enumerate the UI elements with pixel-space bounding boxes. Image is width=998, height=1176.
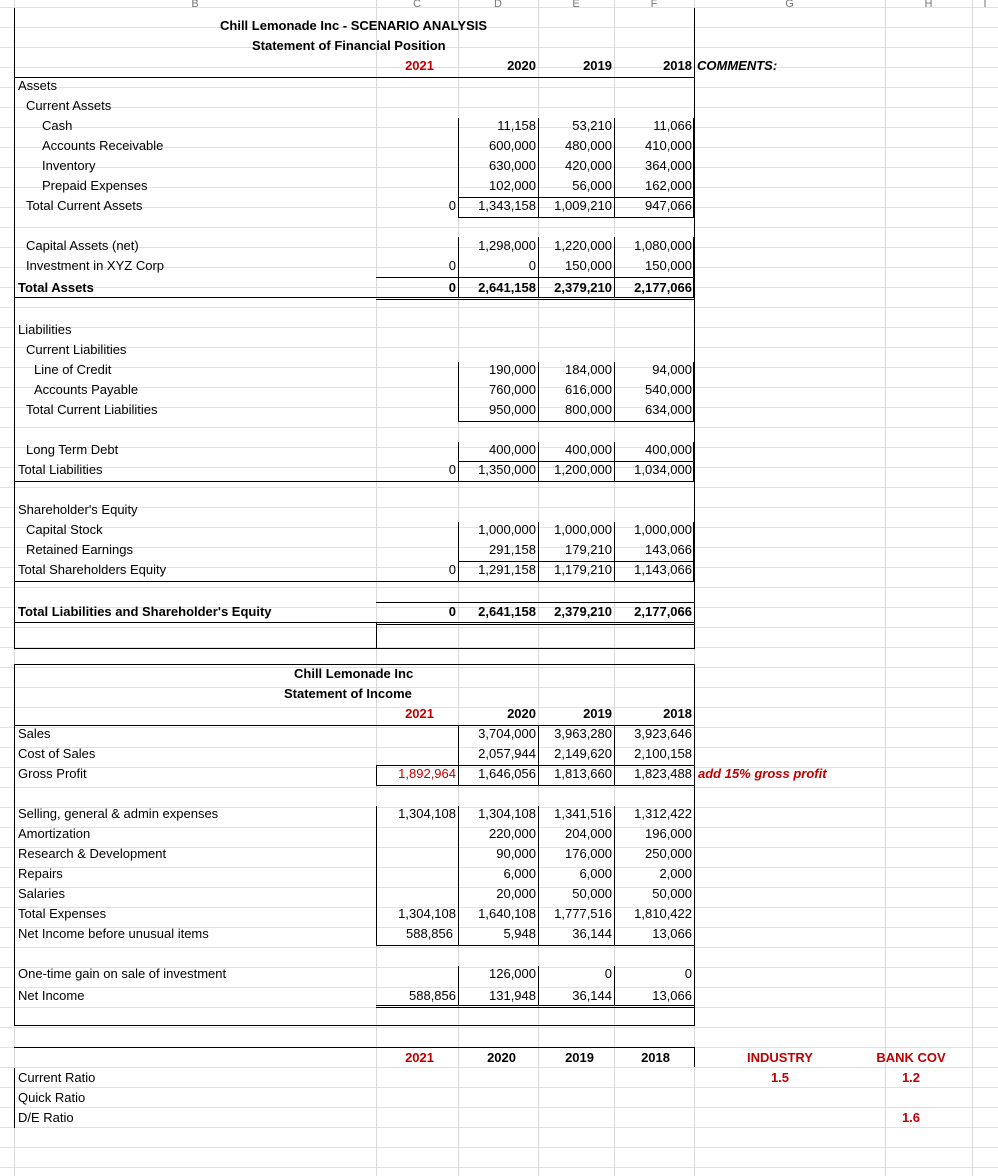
retained-2019: 179,210: [565, 542, 612, 557]
bs-title: Chill Lemonade Inc - SCENARIO ANALYSIS: [220, 18, 488, 33]
salaries-label: Salaries: [18, 886, 65, 901]
ta-2021: 0: [448, 280, 456, 295]
current-ratio-industry: 1.5: [770, 1070, 790, 1085]
loc-2018: 94,000: [652, 362, 692, 377]
amort-2019: 204,000: [565, 826, 612, 841]
ni-2020: 131,948: [489, 988, 536, 1003]
capital-stock-2020: 1,000,000: [478, 522, 536, 537]
de-ratio-bank: 1.6: [901, 1110, 921, 1125]
ni-2021: 588,856: [409, 988, 456, 1003]
inventory-2018: 364,000: [645, 158, 692, 173]
current-assets-label: Current Assets: [26, 98, 112, 113]
cos-2020: 2,057,944: [478, 746, 536, 761]
ta-top-rule: [376, 277, 694, 278]
tse-2020: 1,291,158: [478, 562, 536, 577]
tse-2019: 1,179,210: [554, 562, 612, 577]
bs-year-2018: 2018: [663, 58, 692, 73]
ratios-year-2019: 2019: [565, 1050, 594, 1065]
rd-2020: 90,000: [496, 846, 536, 861]
capital-assets-2018: 1,080,000: [634, 238, 692, 253]
tle-bottom-rule: [14, 622, 694, 623]
tle-double-rule: [376, 624, 694, 625]
ltd-box-right: [693, 442, 694, 482]
current-liabilities-label: Current Liabilities: [26, 342, 127, 357]
ta-label: Total Assets: [18, 280, 94, 295]
gp-label: Gross Profit: [18, 766, 87, 781]
sales-2018: 3,923,646: [634, 726, 692, 741]
amort-label: Amortization: [18, 826, 91, 841]
ltd-label: Long Term Debt: [26, 442, 119, 457]
ar-2018: 410,000: [645, 138, 692, 153]
tl-2020: 1,350,000: [478, 462, 536, 477]
bs-border-right: [694, 8, 695, 649]
nibui-2018: 13,066: [652, 926, 692, 941]
prepaid-2018: 162,000: [645, 178, 692, 193]
te-2018: 1,810,422: [634, 906, 692, 921]
de-ratio-label: D/E Ratio: [18, 1110, 74, 1125]
sga-2019: 1,341,516: [554, 806, 612, 821]
sga-2020: 1,304,108: [478, 806, 536, 821]
salaries-2019: 50,000: [572, 886, 612, 901]
nibui-2019: 36,144: [572, 926, 612, 941]
gp-2019: 1,813,660: [554, 766, 612, 781]
sga-2018: 1,312,422: [634, 806, 692, 821]
tse-bottom-rule: [14, 581, 694, 582]
tse-2018: 1,143,066: [634, 562, 692, 577]
column-header-d[interactable]: D: [494, 0, 502, 9]
ratios-year-2021: 2021: [405, 1050, 434, 1065]
ar-2019: 480,000: [565, 138, 612, 153]
inventory-label: Inventory: [42, 158, 96, 173]
nibui-bottom-rule: [376, 945, 694, 946]
tca-bottom-rule: [458, 217, 694, 218]
bs-header-rule: [14, 77, 694, 78]
rd-2019: 176,000: [565, 846, 612, 861]
tle-top-rule: [376, 602, 694, 603]
rd-2018: 250,000: [645, 846, 692, 861]
ni-label: Net Income: [18, 988, 85, 1003]
gp-bottom-rule: [376, 785, 694, 786]
ratios-top-rule: [14, 1047, 694, 1048]
amort-2020: 220,000: [489, 826, 536, 841]
cos-2018: 2,100,158: [634, 746, 692, 761]
investment-2018: 150,000: [645, 258, 692, 273]
capital-assets-2020: 1,298,000: [478, 238, 536, 253]
tle-2019: 2,379,210: [554, 604, 612, 619]
bs-bottom-divider: [376, 623, 377, 648]
bs-year-2020: 2020: [507, 58, 536, 73]
tcl-bottom-rule: [458, 421, 694, 422]
tcl-2020: 950,000: [489, 402, 536, 417]
te-2019: 1,777,516: [554, 906, 612, 921]
inventory-2019: 420,000: [565, 158, 612, 173]
sga-label: Selling, general & admin expenses: [18, 806, 219, 821]
ni-2018: 13,066: [652, 988, 692, 1003]
bank-cov-label: BANK COV: [876, 1050, 946, 1065]
ni-double-rule: [376, 1007, 694, 1008]
ta-2020: 2,641,158: [478, 280, 536, 295]
gain-label: One-time gain on sale of investment: [18, 966, 227, 981]
repairs-label: Repairs: [18, 866, 63, 881]
column-header-i[interactable]: I: [983, 0, 987, 9]
cos-label: Cost of Sales: [18, 746, 96, 761]
gp-comment: add 15% gross profit: [698, 766, 827, 781]
ltd-2018: 400,000: [645, 442, 692, 457]
sales-2019: 3,963,280: [554, 726, 612, 741]
loc-2019: 184,000: [565, 362, 612, 377]
tle-2020: 2,641,158: [478, 604, 536, 619]
te-2021: 1,304,108: [398, 906, 456, 921]
loc-2020: 190,000: [489, 362, 536, 377]
column-header-h[interactable]: H: [924, 0, 933, 9]
tl-2018: 1,034,000: [634, 462, 692, 477]
ap-2019: 616,000: [565, 382, 612, 397]
tcl-2019: 800,000: [565, 402, 612, 417]
cash-label: Cash: [42, 118, 73, 133]
tca-2018: 947,066: [645, 198, 692, 213]
bs-comments-label: COMMENTS:: [697, 58, 778, 73]
investment-label: Investment in XYZ Corp: [26, 258, 164, 273]
bs-subtitle: Statement of Financial Position: [252, 38, 446, 53]
retained-label: Retained Earnings: [26, 542, 133, 557]
amort-2018: 196,000: [645, 826, 692, 841]
bs-border-bottom: [14, 648, 695, 649]
te-2020: 1,640,108: [478, 906, 536, 921]
bs-border-left: [14, 8, 15, 649]
is-subtitle: Statement of Income: [284, 686, 412, 701]
is-year-2021: 2021: [405, 706, 434, 721]
repairs-2019: 6,000: [579, 866, 612, 881]
capital-stock-2018: 1,000,000: [634, 522, 692, 537]
ratios-border-left: [14, 1068, 15, 1128]
is-title: Chill Lemonade Inc: [294, 666, 414, 681]
repairs-2018: 2,000: [659, 866, 692, 881]
ar-2020: 600,000: [489, 138, 536, 153]
ni-2019: 36,144: [572, 988, 612, 1003]
ta-2018: 2,177,066: [634, 280, 692, 295]
is-year-2020: 2020: [507, 706, 536, 721]
ap-label: Accounts Payable: [34, 382, 139, 397]
loc-label: Line of Credit: [34, 362, 112, 377]
bs-year-2019: 2019: [583, 58, 612, 73]
retained-2020: 291,158: [489, 542, 536, 557]
ni-bottom-rule: [376, 1005, 694, 1006]
tse-2021: 0: [448, 562, 456, 577]
gp-2021: 1,892,964: [398, 766, 456, 781]
is-border-bottom: [14, 1025, 695, 1026]
te-label: Total Expenses: [18, 906, 107, 921]
tca-label: Total Current Assets: [26, 198, 143, 213]
ta-double-rule: [376, 299, 694, 300]
prepaid-label: Prepaid Expenses: [42, 178, 148, 193]
nibui-2020: 5,948: [503, 926, 536, 941]
prepaid-2019: 56,000: [572, 178, 612, 193]
ltd-2019: 400,000: [565, 442, 612, 457]
bs-year-2021: 2021: [405, 58, 434, 73]
liabilities-label: Liabilities: [18, 322, 72, 337]
tcl-2018: 634,000: [645, 402, 692, 417]
gain-2019: 0: [604, 966, 612, 981]
ratios-header-divider: [694, 1047, 695, 1067]
tle-label: Total Liabilities and Shareholder's Equity: [18, 604, 272, 619]
ratios-year-2018: 2018: [641, 1050, 670, 1065]
salaries-2018: 50,000: [652, 886, 692, 901]
retained-2018: 143,066: [645, 542, 692, 557]
current-ratio-label: Current Ratio: [18, 1070, 96, 1085]
investment-2019: 150,000: [565, 258, 612, 273]
capital-assets-2019: 1,220,000: [554, 238, 612, 253]
assets-label: Assets: [18, 78, 58, 93]
ltd-2020: 400,000: [489, 442, 536, 457]
cl-box-right: [693, 362, 694, 422]
gain-2020: 126,000: [489, 966, 536, 981]
cash-2019: 53,210: [572, 118, 612, 133]
tl-2021: 0: [448, 462, 456, 477]
cap-box-right: [693, 237, 694, 297]
ca-box-right: [693, 118, 694, 218]
ap-2018: 540,000: [645, 382, 692, 397]
tl-bottom-rule: [14, 481, 694, 482]
tle-2018: 2,177,066: [634, 604, 692, 619]
sga-2021: 1,304,108: [398, 806, 456, 821]
nibui-2021: 588,856: [406, 926, 453, 941]
column-header-f[interactable]: F: [650, 0, 658, 9]
capital-stock-2019: 1,000,000: [554, 522, 612, 537]
sales-label: Sales: [18, 726, 51, 741]
investment-2021: 0: [448, 258, 456, 273]
tse-label: Total Shareholders Equity: [18, 562, 167, 577]
industry-label: INDUSTRY: [747, 1050, 813, 1065]
column-header-c[interactable]: C: [413, 0, 421, 9]
inventory-2020: 630,000: [489, 158, 536, 173]
is-year-2018: 2018: [663, 706, 692, 721]
cos-2019: 2,149,620: [554, 746, 612, 761]
investment-2020: 0: [528, 258, 536, 273]
ta-bottom-rule: [14, 297, 694, 298]
column-header-e[interactable]: E: [572, 0, 580, 9]
tle-2021: 0: [448, 604, 456, 619]
is-year-2019: 2019: [583, 706, 612, 721]
tl-2019: 1,200,000: [554, 462, 612, 477]
salaries-2020: 20,000: [496, 886, 536, 901]
tca-2021: 0: [448, 198, 456, 213]
tca-2020: 1,343,158: [478, 198, 536, 213]
ta-2019: 2,379,210: [554, 280, 612, 295]
quick-ratio-label: Quick Ratio: [18, 1090, 86, 1105]
ap-2020: 760,000: [489, 382, 536, 397]
capital-assets-label: Capital Assets (net): [26, 238, 139, 253]
column-header-b[interactable]: B: [191, 0, 199, 9]
nibui-label: Net Income before unusual items: [18, 926, 209, 941]
exp-box-left: [376, 806, 377, 946]
ar-label: Accounts Receivable: [42, 138, 164, 153]
is-border-top: [14, 664, 695, 665]
prepaid-2020: 102,000: [489, 178, 536, 193]
is-border-left: [14, 664, 15, 1026]
repairs-2020: 6,000: [503, 866, 536, 881]
gain-2018: 0: [684, 966, 692, 981]
tcl-label: Total Current Liabilities: [26, 402, 158, 417]
equity-label: Shareholder's Equity: [18, 502, 138, 517]
sales-2020: 3,704,000: [478, 726, 536, 741]
eq-box-right: [693, 522, 694, 582]
rd-label: Research & Development: [18, 846, 167, 861]
capital-stock-label: Capital Stock: [26, 522, 103, 537]
gp-2020: 1,646,056: [478, 766, 536, 781]
cash-2018: 11,066: [653, 118, 692, 133]
tca-2019: 1,009,210: [554, 198, 612, 213]
ratios-year-2020: 2020: [487, 1050, 516, 1065]
column-header-g[interactable]: G: [785, 0, 794, 9]
tl-label: Total Liabilities: [18, 462, 103, 477]
cash-2020: 11,158: [497, 118, 536, 133]
gp-2018: 1,823,488: [634, 766, 692, 781]
current-ratio-bank: 1.2: [901, 1070, 921, 1085]
is-border-right: [694, 664, 695, 1026]
